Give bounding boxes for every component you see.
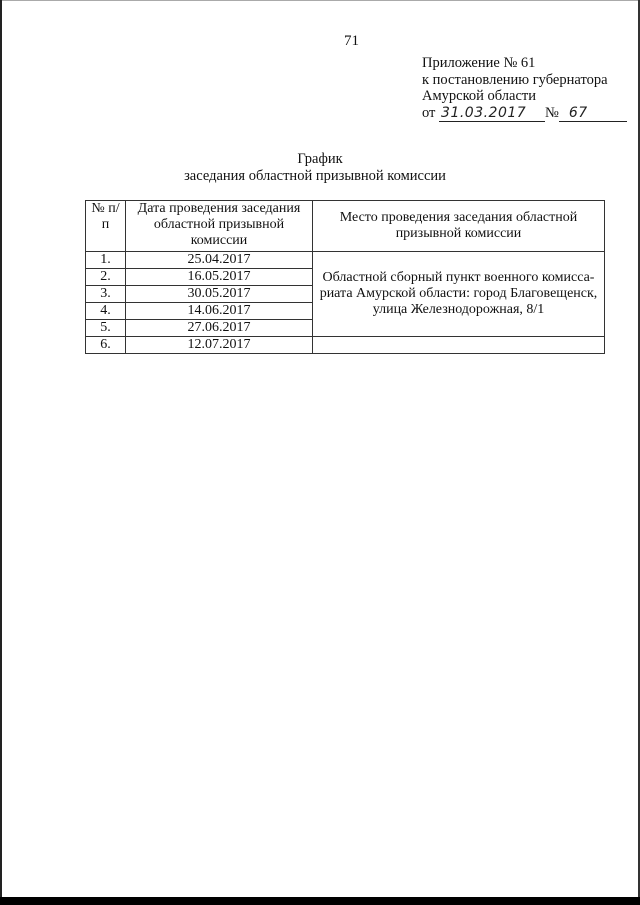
appendix-line-2: к постановлению губернатора [422, 71, 608, 88]
table-row [86, 252, 605, 269]
schedule-table [85, 200, 605, 354]
handwritten-number: 67 [559, 105, 627, 123]
document-title [0, 151, 640, 185]
appendix-line-1: Приложение № 61 [422, 55, 536, 71]
row-num: 2. [86, 269, 126, 286]
row-date: 25.04.2017 [126, 252, 313, 269]
date-prefix: от [422, 104, 436, 121]
scan-edge-top [0, 0, 640, 1]
table-header-row [86, 201, 605, 252]
place-line-3: улица Железнодорожная, 8/1 [372, 302, 545, 317]
row-date: 14.06.2017 [126, 303, 313, 320]
row-date: 30.05.2017 [126, 286, 313, 303]
row-num: 4. [86, 303, 126, 320]
header-place: Место проведения заседания областной призывной комиссии [313, 201, 605, 252]
appendix-date-line [422, 105, 627, 123]
row-num: 6. [86, 337, 126, 354]
appendix-line-3: Амурской области [422, 88, 536, 104]
number-prefix: № [545, 104, 559, 121]
title-line-2: заседания областной призывной комиссии [184, 168, 446, 184]
row-num: 3. [86, 286, 126, 303]
meeting-place [313, 252, 605, 337]
row-num: 1. [86, 252, 126, 269]
row-date: 27.06.2017 [126, 320, 313, 337]
row-num: 5. [86, 320, 126, 337]
appendix-header [422, 55, 627, 122]
scan-edge-bottom [0, 897, 640, 905]
place-line-2: риата Амурской области: город Благовещенск, [319, 286, 598, 301]
handwritten-date: 31.03.2017 [439, 105, 545, 123]
scan-edge-left [0, 0, 2, 905]
header-date: Дата проведения заседания областной призывной комиссии [126, 201, 313, 252]
table-row [86, 337, 605, 354]
row-date: 12.07.2017 [126, 337, 313, 354]
title-line-1: График [297, 151, 343, 167]
empty-place-cell [313, 337, 605, 354]
row-date: 16.05.2017 [126, 269, 313, 286]
header-num: № п/п [86, 201, 126, 252]
page-number: 71 [344, 33, 359, 49]
place-line-1: Областной сборный пункт военного комисса- [322, 270, 595, 285]
